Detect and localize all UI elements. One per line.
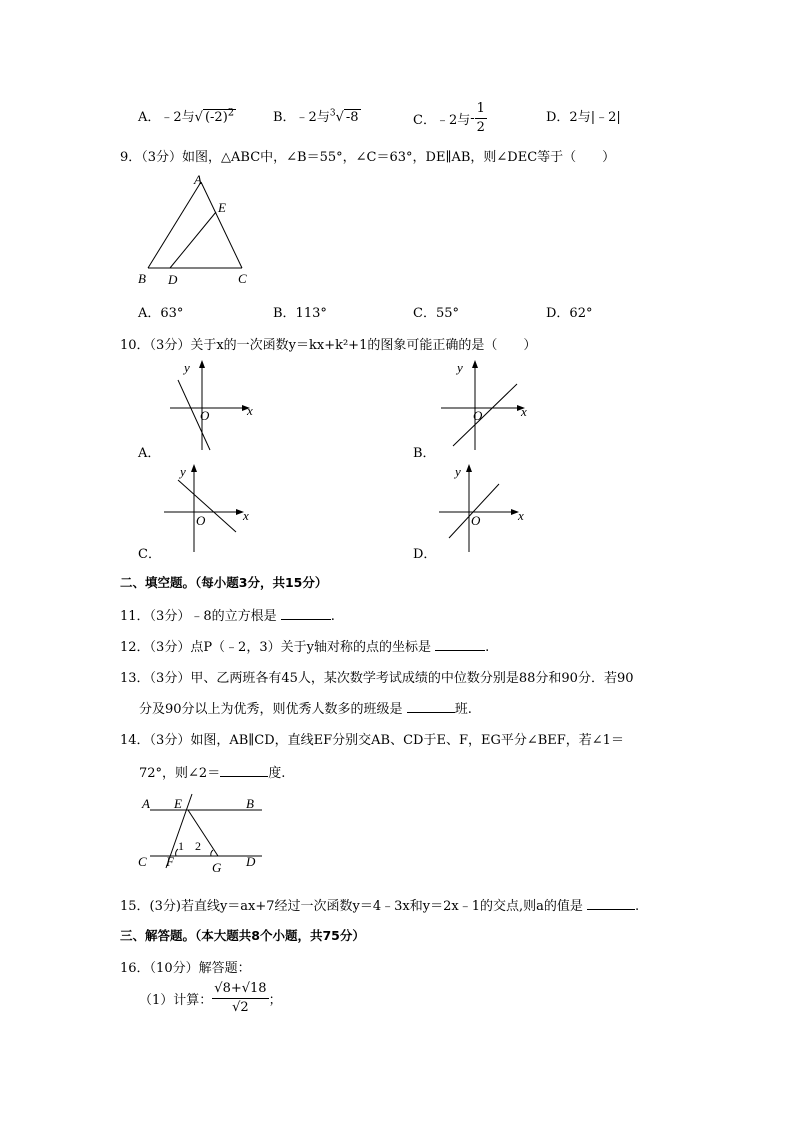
- origin-label: O: [471, 513, 481, 528]
- q9-option-c: C．55°: [413, 306, 459, 321]
- q14-line2: 72°，则∠2＝ 度.: [139, 766, 286, 781]
- q10-option-a-label: A．: [138, 446, 161, 461]
- section-3-heading: 三、解答题。（本大题共8个小题，共75分）: [120, 928, 365, 943]
- q15-answer-blank[interactable]: [587, 897, 635, 910]
- axis-y-label: y: [455, 464, 461, 479]
- q8-option-c: C．﹣2与- $\frac{1}{2}$: [413, 101, 485, 135]
- q11-answer-blank[interactable]: [281, 607, 331, 620]
- q15-text: 15．(3分)若直线y＝ax+7经过一次函数y＝4﹣3x和y＝2x﹣1的交点,则a的值是: [120, 899, 583, 914]
- q8-option-a: [138, 106, 236, 125]
- axis-x-label: x: [521, 404, 527, 419]
- sqrt-symbol: √: [194, 110, 203, 125]
- axis-y-label: y: [457, 360, 463, 375]
- q14-parallel-lines-figure: [136, 792, 276, 874]
- q12-answer-blank[interactable]: [435, 638, 485, 651]
- label-a: A: [142, 796, 150, 811]
- label-e: E: [174, 796, 182, 811]
- label-d: D: [246, 854, 256, 869]
- q8-option-c-text: C．﹣2与: [413, 113, 471, 128]
- segment-ac: [201, 182, 242, 268]
- q10-option-d-label: D．: [413, 547, 437, 562]
- axis-x-label: x: [518, 508, 524, 523]
- q8-option-b-index: 3: [329, 108, 336, 119]
- q9-stem: 9．（3分）如图，△ABC中，∠B＝55°，∠C＝63°，DE∥AB，则∠DEC等于（ ）: [120, 150, 616, 165]
- section-2-heading: 二、填空题。（每小题3分，共15分）: [120, 575, 328, 590]
- label-b: B: [246, 796, 254, 811]
- q8-option-a-text: A．﹣2与: [138, 110, 195, 125]
- q10-graph-a: [160, 360, 270, 455]
- axis-x-label: x: [247, 403, 253, 418]
- q10-option-b-label: B．: [413, 446, 436, 461]
- q10-graph-d: [435, 462, 545, 557]
- label-a: A: [194, 172, 202, 187]
- axis-y-label: y: [184, 360, 190, 375]
- q12-text: 12．（3分）点P（﹣2，3）关于y轴对称的点的坐标是: [120, 640, 431, 655]
- sqrt-symbol: √: [335, 110, 344, 125]
- q10-stem: 10．（3分）关于x的一次函数y＝kx+k²+1的图象可能正确的是（ ）: [120, 338, 537, 353]
- q8-option-b-radicand: -8: [345, 110, 359, 125]
- origin-label: O: [473, 408, 483, 423]
- label-g: G: [212, 860, 222, 874]
- q13-line1: 13．（3分）甲、乙两班各有45人，某次数学考试成绩的中位数分别是88分和90分．若90: [120, 671, 634, 686]
- q8-option-b-text: B．﹣2与: [273, 110, 330, 125]
- segment-ab: [148, 182, 201, 268]
- q16-stem: 16．（10分）解答题：: [120, 961, 251, 976]
- q12: 12．（3分）点P（﹣2，3）关于y轴对称的点的坐标是 .: [120, 640, 490, 655]
- q8-option-b: [273, 106, 361, 125]
- label-two: 2: [195, 839, 201, 853]
- q9-option-d: D．62°: [546, 306, 593, 321]
- q11: 11．（3分）﹣8的立方根是 .: [120, 609, 335, 624]
- label-c: C: [138, 854, 147, 869]
- q13-answer-blank[interactable]: [407, 700, 455, 713]
- function-line: [178, 480, 236, 532]
- q14-line1: 14．（3分）如图，AB∥CD，直线EF分别交AB、CD于E、F，EG平分∠BEF，若∠1＝: [120, 733, 624, 748]
- q16-numerator: √8+√18: [212, 980, 268, 999]
- function-line: [453, 384, 517, 446]
- label-c: C: [238, 271, 247, 286]
- label-e: E: [218, 200, 226, 215]
- function-line: [449, 484, 499, 538]
- segment-eg: [188, 810, 218, 856]
- axis-x-label: x: [243, 508, 249, 523]
- q13-line2: 分及90分以上为优秀，则优秀人数多的班级是 班.: [139, 702, 472, 717]
- q9-option-b: B．113°: [273, 306, 327, 321]
- q9-triangle-figure: [130, 172, 260, 292]
- q10-graph-c: [160, 462, 270, 557]
- q8-option-a-radicand: $(-2)^2$: [204, 107, 235, 125]
- q10-graph-b: [435, 360, 545, 455]
- q14-answer-blank[interactable]: [220, 764, 268, 777]
- label-b: B: [138, 271, 146, 286]
- origin-label: O: [200, 408, 210, 423]
- axis-y-label: y: [180, 464, 186, 479]
- q10-option-c-label: C．: [138, 547, 161, 562]
- q9-option-a: A．63°: [138, 306, 184, 321]
- q16-part1: （1）计算： $\frac{√8+√18}{√2}$ ；: [139, 981, 282, 1015]
- q11-text: 11．（3分）﹣8的立方根是: [120, 609, 277, 624]
- label-f: F: [166, 854, 174, 869]
- label-d: D: [168, 272, 178, 287]
- q16-fraction: [212, 980, 268, 1017]
- q8-option-c-fraction: $\frac{1}{2}$: [476, 101, 485, 135]
- q8-option-d: D．2与|﹣2|: [546, 110, 621, 125]
- q16-denominator: √2: [232, 1000, 249, 1015]
- origin-label: O: [196, 513, 206, 528]
- label-one: 1: [178, 839, 184, 853]
- q15: 15．(3分)若直线y＝ax+7经过一次函数y＝4﹣3x和y＝2x﹣1的交点,则a的值是 .: [120, 899, 640, 914]
